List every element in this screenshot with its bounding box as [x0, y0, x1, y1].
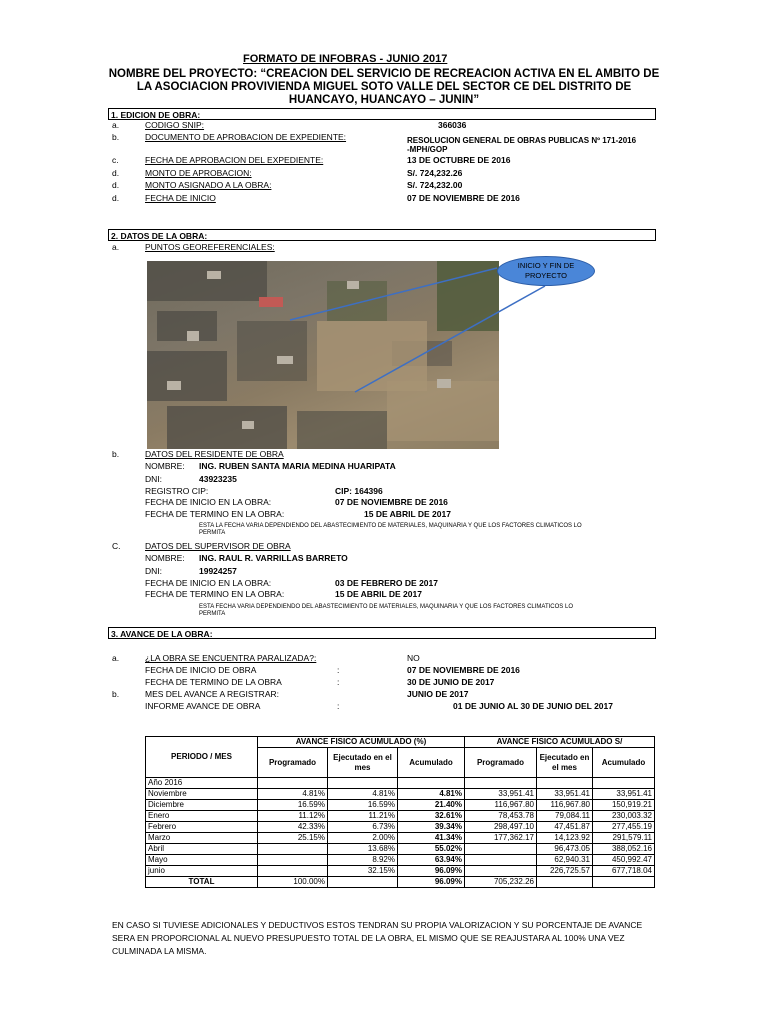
total-programmed: 100.00%: [258, 877, 328, 888]
row-cell: 116,967.80: [537, 800, 593, 811]
header-programmed: Programado: [258, 748, 328, 778]
row-cell: 298,497.10: [465, 822, 537, 833]
month-value: JUNIO DE 2017: [407, 689, 469, 699]
row-cell: [465, 855, 537, 866]
row-cell: 32.15%: [328, 866, 398, 877]
row-cell: 6.73%: [328, 822, 398, 833]
footer-note-line-3: CULMINADA LA MISMA.: [112, 946, 207, 956]
row-month: Mayo: [146, 855, 258, 866]
row-cell: 79,084.11: [537, 811, 593, 822]
row-cell: 291,579.11: [593, 833, 655, 844]
row-month: junio: [146, 866, 258, 877]
work-end: 30 DE JUNIO DE 2017: [407, 677, 495, 687]
row-cell: 25.15%: [258, 833, 328, 844]
header-period: PERIODO / MES: [146, 737, 258, 778]
colon: :: [337, 701, 340, 711]
row-cell: 388,052.16: [593, 844, 655, 855]
table-row: [146, 789, 655, 800]
section-2-header: 2. DATOS DE LA OBRA:: [108, 229, 656, 241]
work-start: 07 DE NOVIEMBRE DE 2016: [407, 665, 520, 675]
resident-end: 15 DE ABRIL DE 2017: [364, 509, 451, 519]
row-cell: 33,951.41: [465, 789, 537, 800]
header-physical-soles: AVANCE FISICO ACUMULADO S/: [465, 737, 655, 748]
total-row: [146, 877, 655, 888]
s1-letter: d.: [112, 168, 120, 178]
row-cell: 4.81%: [398, 789, 465, 800]
row-cell: 14,123.92: [537, 833, 593, 844]
row-cell: [258, 844, 328, 855]
row-cell: 39.34%: [398, 822, 465, 833]
resident-name-label: NOMBRE:: [145, 461, 185, 471]
total-programmed-soles: 705,232.26: [465, 877, 537, 888]
s1-label: FECHA DE INICIO: [145, 193, 216, 203]
progress-table: [145, 736, 655, 888]
row-cell: 11.21%: [328, 811, 398, 822]
report-label: INFORME AVANCE DE OBRA: [145, 701, 261, 711]
report-value: 01 DE JUNIO AL 30 DE JUNIO DEL 2017: [453, 701, 613, 711]
table-row: [146, 833, 655, 844]
row-cell: 33,951.41: [593, 789, 655, 800]
row-month: Febrero: [146, 822, 258, 833]
row-cell: 96,473.05: [537, 844, 593, 855]
row-cell: 55.02%: [398, 844, 465, 855]
row-cell: 277,455.19: [593, 822, 655, 833]
row-cell: 4.81%: [258, 789, 328, 800]
s1-value: S/. 724,232.00: [407, 180, 463, 190]
row-cell: 230,003.32: [593, 811, 655, 822]
table-row: [146, 866, 655, 877]
row-month: Enero: [146, 811, 258, 822]
s1-value: RESOLUCION GENERAL DE OBRAS PUBLICAS Nº 171-2016 -MPH/GOP: [407, 136, 637, 154]
header-physical-pct: AVANCE FISICO ACUMULADO (%): [258, 737, 465, 748]
table-row: [146, 855, 655, 866]
s1-value: 13 DE OCTUBRE DE 2016: [407, 155, 511, 165]
row-cell: 21.40%: [398, 800, 465, 811]
supervisor-start: 03 DE FEBRERO DE 2017: [335, 578, 438, 588]
row-cell: [465, 844, 537, 855]
header-accumulated: Acumulado: [398, 748, 465, 778]
resident-name: ING. RUBEN SANTA MARIA MEDINA HUARIPATA: [199, 461, 396, 471]
row-cell: 78,453.78: [465, 811, 537, 822]
s1-letter: d.: [112, 180, 120, 190]
s3-b-letter: b.: [112, 689, 120, 699]
s2-a-letter: a.: [112, 242, 120, 252]
row-cell: 116,967.80: [465, 800, 537, 811]
resident-heading: DATOS DEL RESIDENTE DE OBRA: [145, 449, 284, 459]
supervisor-dni: 19924257: [199, 566, 237, 576]
colon: :: [337, 665, 340, 675]
footer-note-line-1: EN CASO SI TUVIESE ADICIONALES Y DEDUCTIVOS ESTOS TENDRAN SU PROPIA VALORIZACION Y SU PORCENTAJE DE AVANCE: [112, 920, 643, 930]
work-start-label: FECHA DE INICIO DE OBRA: [145, 665, 257, 675]
row-cell: 2.00%: [328, 833, 398, 844]
header-executed-soles: Ejecutado en el mes: [537, 748, 593, 778]
resident-dni: 43923235: [199, 474, 237, 484]
row-cell: 42.33%: [258, 822, 328, 833]
s2-b-letter: b.: [112, 449, 120, 459]
resident-start-label: FECHA DE INICIO EN LA OBRA:: [145, 497, 272, 507]
row-cell: 62,940.31: [537, 855, 593, 866]
row-cell: 11.12%: [258, 811, 328, 822]
s1-label: FECHA DE APROBACION DEL EXPEDIENTE:: [145, 155, 324, 165]
footer-note-line-2: SERA EN PROPORCIONAL AL NUEVO PRESUPUESTO TOTAL DE LA OBRA, EL MISMO QUE SE REAJUSTARA AL 100% UNA VEZ: [112, 933, 625, 943]
row-cell: 33,951.41: [537, 789, 593, 800]
section-3-header: 3. AVANCE DE LA OBRA:: [108, 627, 656, 639]
row-month: Diciembre: [146, 800, 258, 811]
row-month: Marzo: [146, 833, 258, 844]
supervisor-note: ESTA FECHA VARIA DEPENDIENDO DEL ABASTECIMIENTO DE MATERIALES, MAQUINARIA Y QUE LOS FACTORES CLIMATICOS LO PERMITA: [199, 604, 573, 617]
total-accumulated: 96.09%: [398, 877, 465, 888]
row-cell: 150,919.21: [593, 800, 655, 811]
georef-label: PUNTOS GEOREFERENCIALES:: [145, 242, 275, 252]
s1-letter: c.: [112, 155, 119, 165]
supervisor-end-label: FECHA DE TERMINO EN LA OBRA:: [145, 589, 285, 599]
row-cell: 16.59%: [258, 800, 328, 811]
table-row: [146, 822, 655, 833]
row-cell: 63.94%: [398, 855, 465, 866]
header-programmed-soles: Programado: [465, 748, 537, 778]
total-label: TOTAL: [146, 877, 258, 888]
header-accumulated-soles: Acumulado: [593, 748, 655, 778]
row-cell: 4.81%: [328, 789, 398, 800]
table-row: [146, 800, 655, 811]
year-row: Año 2016: [146, 778, 258, 789]
row-cell: [258, 855, 328, 866]
s2-c-letter: C.: [112, 541, 121, 551]
month-label: MES DEL AVANCE A REGISTRAR:: [145, 689, 279, 699]
s1-letter: b.: [112, 132, 120, 142]
row-month: Abril: [146, 844, 258, 855]
row-cell: 96.09%: [398, 866, 465, 877]
s1-label: DOCUMENTO DE APROBACION DE EXPEDIENTE:: [145, 132, 347, 142]
s1-value: 366036: [438, 120, 467, 130]
row-cell: 450,992.47: [593, 855, 655, 866]
row-cell: 677,718.04: [593, 866, 655, 877]
document-title: FORMATO DE INFOBRAS - JUNIO 2017: [243, 53, 448, 65]
project-name: NOMBRE DEL PROYECTO: “CREACION DEL SERVICIO DE RECREACION ACTIVA EN EL AMBITO DE LA ASOCIACION PROVIVIENDA MIGUEL SOTO VALLE DEL SECTOR CE DEL DISTRITO DE HUANCAYO, HUANCAYO – JUNIN”: [108, 68, 660, 106]
callout-bubble: INICIO Y FIN DE PROYECTO: [497, 256, 595, 286]
s1-letter: d.: [112, 193, 120, 203]
row-month: Noviembre: [146, 789, 258, 800]
row-cell: [465, 866, 537, 877]
s1-value: S/. 724,232.26: [407, 168, 463, 178]
supervisor-heading: DATOS DEL SUPERVISOR DE OBRA: [145, 541, 291, 551]
s1-label: CODIGO SNIP:: [145, 120, 205, 130]
paralyzed-value: NO: [407, 653, 420, 663]
supervisor-start-label: FECHA DE INICIO EN LA OBRA:: [145, 578, 272, 588]
row-cell: 32.61%: [398, 811, 465, 822]
supervisor-end: 15 DE ABRIL DE 2017: [335, 589, 422, 599]
table-row: [146, 844, 655, 855]
s3-a-letter: a.: [112, 653, 120, 663]
row-cell: 47,451.87: [537, 822, 593, 833]
resident-cip-label: REGISTRO CIP:: [145, 486, 209, 496]
row-cell: 177,362.17: [465, 833, 537, 844]
colon: :: [337, 677, 340, 687]
row-cell: [258, 866, 328, 877]
row-cell: 226,725.57: [537, 866, 593, 877]
paralyzed-label: ¿LA OBRA SE ENCUENTRA PARALIZADA?:: [145, 653, 317, 663]
resident-dni-label: DNI:: [145, 474, 162, 484]
s1-label: MONTO ASIGNADO A LA OBRA:: [145, 180, 272, 190]
resident-start: 07 DE NOVIEMBRE DE 2016: [335, 497, 448, 507]
row-cell: 41.34%: [398, 833, 465, 844]
row-cell: 13.68%: [328, 844, 398, 855]
supervisor-dni-label: DNI:: [145, 566, 162, 576]
table-row: [146, 811, 655, 822]
section-1-header: 1. EDICION DE OBRA:: [108, 108, 656, 120]
row-cell: 8.92%: [328, 855, 398, 866]
work-end-label: FECHA DE TERMINO DE LA OBRA: [145, 677, 282, 687]
resident-cip: CIP: 164396: [335, 486, 383, 496]
supervisor-name: ING. RAUL R. VARRILLAS BARRETO: [199, 553, 348, 563]
resident-end-label: FECHA DE TERMINO EN LA OBRA:: [145, 509, 285, 519]
s1-label: MONTO DE APROBACION:: [145, 168, 252, 178]
s1-letter: a.: [112, 120, 120, 130]
resident-note: ESTA LA FECHA VARIA DEPENDIENDO DEL ABASTECIMIENTO DE MATERIALES, MAQUINARIA Y QUE LOS FACTORES CLIMATICOS LO PERMITA: [199, 523, 582, 536]
header-executed: Ejecutado en el mes: [328, 748, 398, 778]
row-cell: 16.59%: [328, 800, 398, 811]
s1-value: 07 DE NOVIEMBRE DE 2016: [407, 193, 520, 203]
supervisor-name-label: NOMBRE:: [145, 553, 185, 563]
